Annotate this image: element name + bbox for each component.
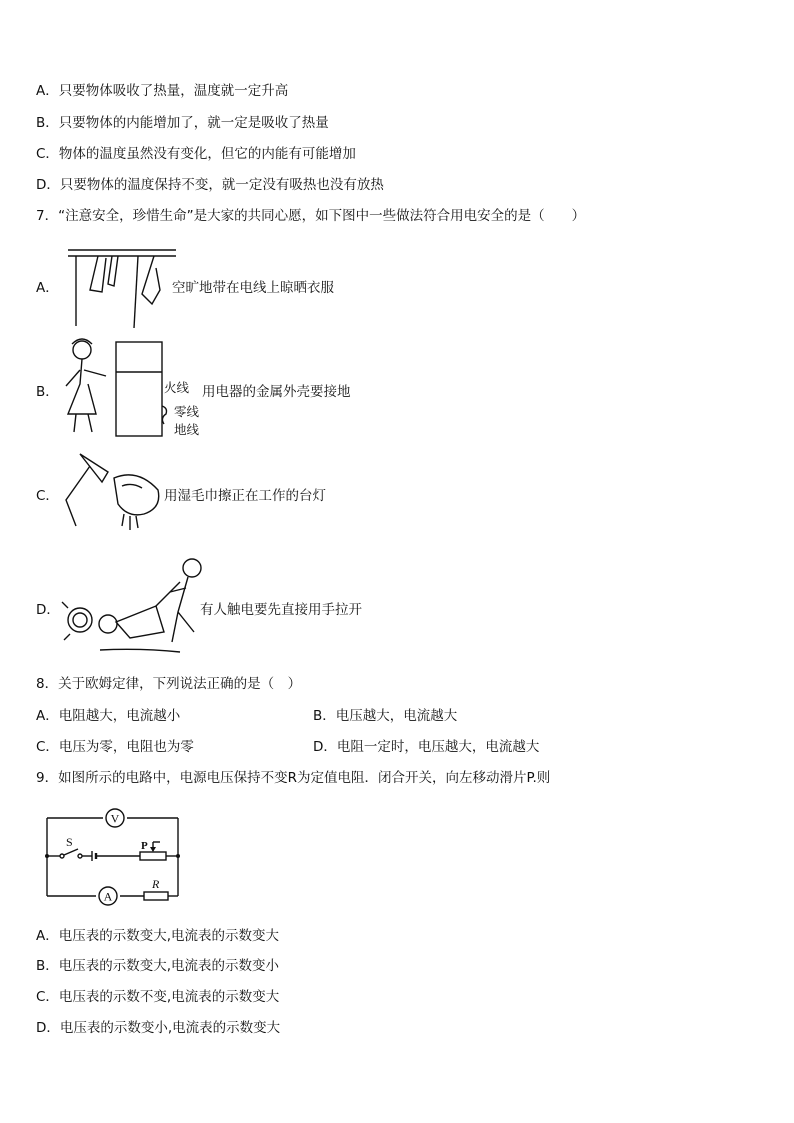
rheostat-symbol (140, 852, 166, 860)
circuit-diagram (40, 806, 190, 906)
option-text: 有人触电要先直接用手拉开 (200, 602, 362, 618)
slider-label: P (141, 840, 148, 852)
q9-option-a: A．电压表的示数变大,电流表的示数变大 (36, 928, 280, 944)
option-letter: C． (36, 488, 59, 504)
voltmeter-label: V (110, 811, 120, 826)
switch-contact (60, 854, 64, 858)
q6-option-b: B．只要物体的内能增加了，就一定是吸收了热量 (36, 115, 329, 131)
option-text: 用湿毛巾擦正在工作的台灯 (164, 488, 326, 504)
ground-wire-label: 地线 (174, 422, 200, 437)
option-text: 空旷地带在电线上晾晒衣服 (172, 280, 334, 296)
desk-lamp-wet-towel-illustration (62, 448, 166, 532)
switch-lever (64, 849, 78, 855)
switch-label: S (66, 835, 73, 849)
q6-option-c: C．物体的温度虽然没有变化，但它的内能有可能增加 (36, 146, 356, 162)
q8-option-b: B．电压越大，电流越大 (313, 708, 458, 724)
q6-option-d: D．只要物体的温度保持不变，就一定没有吸热也没有放热 (36, 177, 384, 193)
q9-stem: 9．如图所示的电路中，电源电压保持不变R为定值电阻．闭合开关，向左移动滑片P.则 (36, 770, 551, 786)
ammeter-label: A (103, 889, 113, 904)
option-text: 用电器的金属外壳要接地 (202, 384, 351, 400)
q9-option-c: C．电压表的示数不变,电流表的示数变大 (36, 989, 280, 1005)
electric-shock-rescue-illustration (60, 552, 212, 658)
junction-dot (176, 854, 180, 858)
q8-option-d: D．电阻一定时，电压越大，电流越大 (313, 739, 540, 755)
q9-option-b: B．电压表的示数变大,电流表的示数变小 (36, 958, 280, 974)
clothes-on-wire-illustration (68, 244, 178, 330)
option-letter: B． (36, 384, 59, 400)
resistor-symbol (144, 892, 168, 900)
q7-option-d (36, 552, 736, 642)
resistor-label: R (152, 877, 160, 891)
q8-option-a: A．电阻越大，电流越小 (36, 708, 181, 724)
live-wire-label: 火线 (164, 380, 190, 395)
option-letter: D． (36, 602, 60, 618)
q8-option-c: C．电压为零，电阻也为零 (36, 739, 194, 755)
q8-stem: 8．关于欧姆定律，下列说法正确的是（ ） (36, 676, 302, 692)
q7-option-a (36, 240, 736, 330)
q7-option-c (36, 446, 736, 536)
option-letter: A． (36, 280, 59, 296)
q6-option-a: A．只要物体吸收了热量，温度就一定升高 (36, 83, 289, 99)
q7-stem: 7．“注意安全，珍惜生命”是大家的共同心愿，如下图中一些做法符合用电安全的是（ ） (36, 208, 586, 224)
q7-option-b (36, 336, 736, 437)
q9-option-d: D．电压表的示数变小,电流表的示数变大 (36, 1020, 281, 1036)
neutral-wire-label: 零线 (174, 404, 200, 419)
